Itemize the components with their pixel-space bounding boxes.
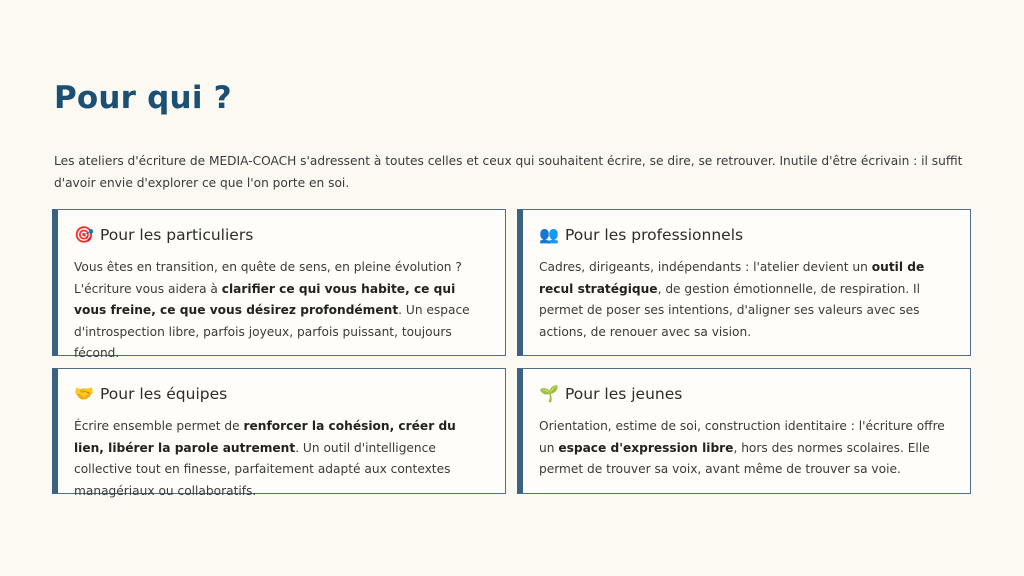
card-title: Pour les particuliers [100,226,254,244]
card-body [74,257,490,365]
card-body [539,416,955,481]
card-body-emphasis: clarifier ce qui vous habite, ce qui vous freine, ce que vous désirez profondément [74,281,456,318]
card-body-text: Écrire ensemble permet de [74,419,244,433]
card-title: Pour les jeunes [565,385,683,403]
card-body-text: Cadres, dirigeants, indépendants : l'atelier devient un [539,260,872,274]
seedling-icon: 🌱 [539,384,559,403]
target-icon: 🎯 [74,225,94,244]
card-title: Pour les professionnels [565,226,744,244]
card-equipes [52,368,506,498]
card-professionnels [517,209,971,356]
card-particuliers [52,209,506,361]
card-body [539,257,955,343]
card-body-text: , hors des normes scolaires. Elle permet de trouver sa voix, avant même de trouver sa voie. [539,440,930,477]
page-title: Pour qui ? [54,80,232,116]
card-body [74,416,490,502]
card-title: Pour les équipes [100,385,228,403]
people-icon: 👥 [539,225,559,244]
intro-text: Les ateliers d'écriture de MEDIA-COACH s'adressent à toutes celles et ceux qui souhaitent écrire, se dire, se retrouver. Inutile d'être écrivain : il suffit d'avoir envie d'explorer ce que l'on porte en soi. [54,154,963,190]
card-body-text: Vous êtes en transition, en quête de sens, en pleine évolution ? L'écriture vous aidera à [74,260,462,296]
card-body-text: . Un espace d'introspection libre, parfois joyeux, parfois puissant, toujours fécond. [74,303,470,361]
card-body-text: . Un outil d'intelligence collective tout en finesse, parfaitement adapté aux contextes managériaux ou collaboratifs. [74,440,451,498]
card-body-emphasis: renforcer la cohésion, créer du lien, libérer la parole autrement [74,419,456,455]
card-body-text: Orientation, estime de soi, construction identitaire : l'écriture offre un [539,419,945,455]
handshake-icon: 🤝 [74,384,94,403]
card-body-text: , de gestion émotionnelle, de respiration. Il permet de poser ses intentions, d'aligner ses valeurs avec ses actions, de renouer avec sa vision. [539,281,921,339]
card-body-emphasis: outil de recul stratégique [539,260,925,296]
card-jeunes [517,368,971,494]
card-body-emphasis: espace d'expression libre [558,440,734,455]
